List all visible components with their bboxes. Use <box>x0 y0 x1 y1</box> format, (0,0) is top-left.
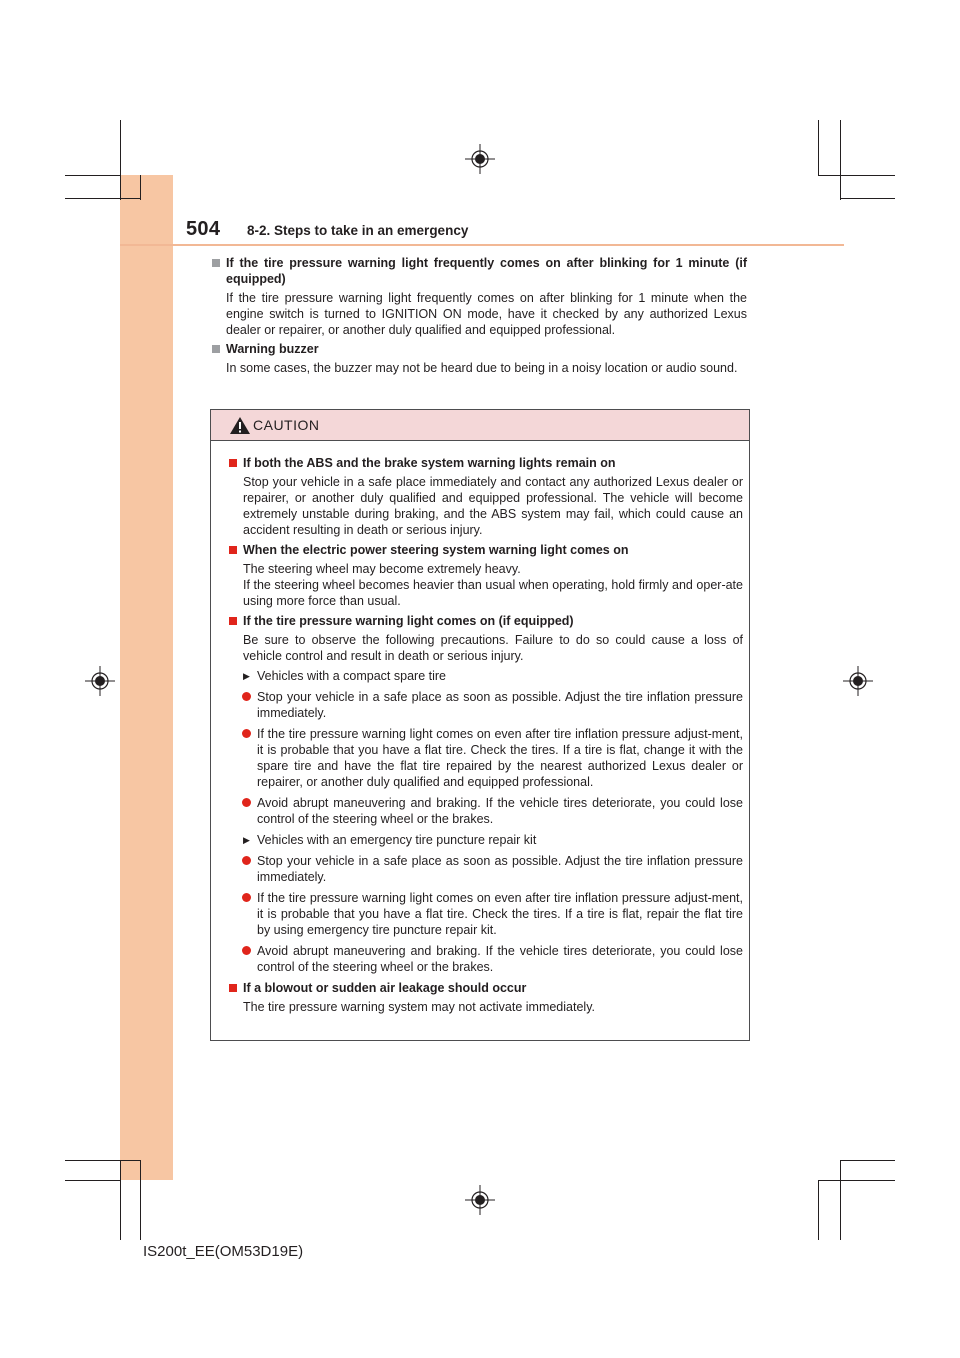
section-title: 8-2. Steps to take in an emergency <box>247 223 469 238</box>
crop-mark <box>140 175 141 200</box>
subgroup-label: Vehicles with an emergency tire puncture repair kit <box>257 833 537 847</box>
topic-heading: If the tire pressure warning light frequently comes on after blinking for 1 minute (if equipped) <box>226 256 747 286</box>
topic-heading: Warning buzzer <box>226 342 319 356</box>
caution-body <box>211 441 749 1015</box>
round-bullet-icon <box>242 856 251 865</box>
triangle-pointer-icon: ▶ <box>243 835 250 845</box>
caution-item-heading: When the electric power steering system warning light comes on <box>243 543 629 557</box>
registration-mark-icon <box>465 144 495 174</box>
square-bullet-icon <box>229 617 237 625</box>
caution-item-heading: If the tire pressure warning light comes on (if equipped) <box>243 614 574 628</box>
list-item <box>229 943 743 975</box>
subgroup-label: Vehicles with a compact spare tire <box>257 669 446 683</box>
caution-item-text: Be sure to observe the following precautions. Failure to do so could cause a loss of vehicle control and result in death or serious injury. <box>243 633 743 663</box>
round-bullet-icon <box>242 798 251 807</box>
crop-mark <box>840 1160 841 1240</box>
page-number: 504 <box>186 218 221 240</box>
square-bullet-icon <box>212 345 220 353</box>
list-item <box>229 689 743 721</box>
topic-text: If the tire pressure warning light frequently comes on after blinking for 1 minute when the engine switch is turned to IGNITION ON mode, have it checked by any authorized Lexus dealer or repairer, or another duly qualified and equipped professional. <box>226 291 747 337</box>
caution-title: CAUTION <box>253 417 320 433</box>
document-code: IS200t_EE(OM53D19E) <box>143 1243 304 1260</box>
crop-mark <box>120 120 121 200</box>
round-bullet-icon <box>242 946 251 955</box>
bullet-text: If the tire pressure warning light comes on even after tire inflation pressure adjust-ment, it is probable that you have a flat tire. Check the tires. If a tire is flat, repair the flat tire by using emergency tire puncture repair kit. <box>257 891 743 937</box>
caution-item-text: The steering wheel may become extremely heavy. <box>243 562 521 576</box>
caution-item-heading: If both the ABS and the brake system warning lights remain on <box>243 456 616 470</box>
crop-mark <box>65 175 120 176</box>
warning-triangle-icon <box>229 416 251 435</box>
list-item <box>229 795 743 827</box>
square-bullet-icon <box>212 259 220 267</box>
crop-mark <box>818 175 895 176</box>
registration-mark-icon <box>843 666 873 696</box>
caution-item-text: The tire pressure warning system may not activate immediately. <box>243 1000 595 1014</box>
caution-item-tire-pressure <box>229 613 743 664</box>
caution-item-abs-brake <box>229 455 743 538</box>
topic-tire-pressure-blinking <box>212 255 747 338</box>
caution-item-blowout <box>229 980 743 1015</box>
crop-mark <box>840 198 895 199</box>
crop-mark <box>840 1160 895 1161</box>
crop-mark <box>818 1180 819 1240</box>
subgroup-repair-kit <box>229 832 743 848</box>
bullet-text: Avoid abrupt maneuvering and braking. If the vehicle tires deteriorate, you could lose control of the steering wheel or the brakes. <box>257 944 743 974</box>
crop-mark <box>65 198 140 199</box>
bullet-text: Avoid abrupt maneuvering and braking. If the vehicle tires deteriorate, you could lose control of the steering wheel or the brakes. <box>257 796 743 826</box>
bullet-text: Stop your vehicle in a safe place as soon as possible. Adjust the tire inflation pressure immediately. <box>257 854 743 884</box>
caution-item-power-steering <box>229 542 743 609</box>
caution-header <box>211 410 749 441</box>
triangle-pointer-icon: ▶ <box>243 671 250 681</box>
crop-mark <box>840 120 841 200</box>
body-content <box>212 255 747 379</box>
list-item <box>229 726 743 790</box>
crop-mark <box>65 1160 140 1161</box>
topic-warning-buzzer <box>212 341 747 376</box>
caution-item-text: Stop your vehicle in a safe place immediately and contact any authorized Lexus dealer or repairer, or another duly qualified and equipped professional. The vehicle will become extremely unstable during braking, and the ABS system may fail, which could cause an accident resulting in death or serious injury. <box>243 475 743 537</box>
bullet-text: Stop your vehicle in a safe place as soon as possible. Adjust the tire inflation pressure immediately. <box>257 690 743 720</box>
crop-mark <box>65 1180 120 1181</box>
topic-text: In some cases, the buzzer may not be heard due to being in a noisy location or audio sound. <box>226 361 738 375</box>
round-bullet-icon <box>242 692 251 701</box>
square-bullet-icon <box>229 984 237 992</box>
crop-mark <box>818 1180 895 1181</box>
square-bullet-icon <box>229 459 237 467</box>
list-item <box>229 890 743 938</box>
registration-mark-icon <box>465 1185 495 1215</box>
crop-mark <box>120 1160 121 1240</box>
square-bullet-icon <box>229 546 237 554</box>
caution-item-heading: If a blowout or sudden air leakage should occur <box>243 981 527 995</box>
caution-item-text: If the steering wheel becomes heavier than usual when operating, hold firmly and oper-ate using more force than usual. <box>243 578 743 608</box>
crop-mark <box>140 1160 141 1240</box>
round-bullet-icon <box>242 729 251 738</box>
list-item <box>229 853 743 885</box>
side-color-band <box>120 175 173 1180</box>
bullet-text: If the tire pressure warning light comes on even after tire inflation pressure adjust-ment, it is probable that you have a flat tire. Check the tires. If a tire is flat, change it with the spare tire and have the flat tire repaired by the nearest authorized Lexus dealer or repairer, or another duly qualified and equipped professional. <box>257 727 743 789</box>
caution-box <box>210 409 750 1041</box>
registration-mark-icon <box>85 666 115 696</box>
subgroup-compact-spare <box>229 668 743 684</box>
crop-mark <box>818 120 819 175</box>
header-rule <box>120 244 844 246</box>
round-bullet-icon <box>242 893 251 902</box>
